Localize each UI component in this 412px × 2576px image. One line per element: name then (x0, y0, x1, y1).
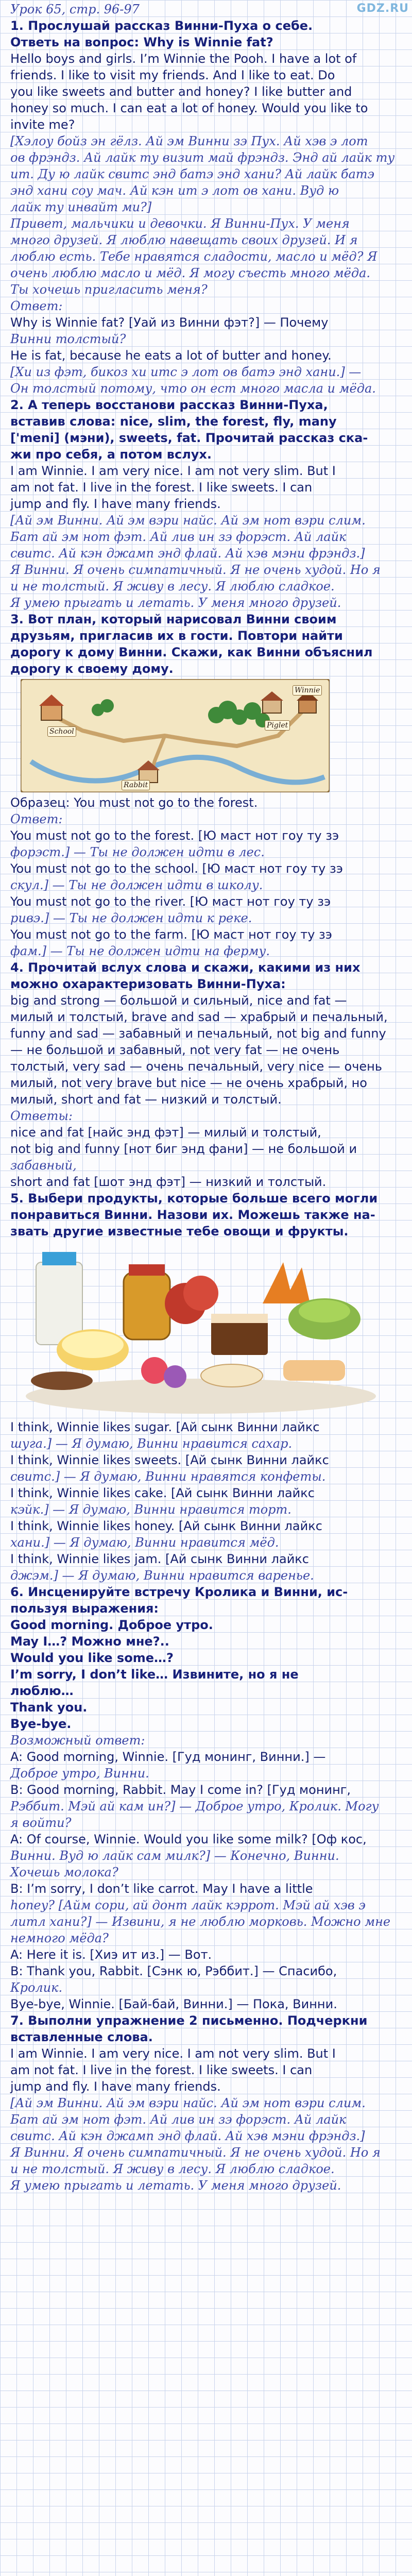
text-line: люблю есть. Тебе нравятся сладости, масло и мёд? Я (10, 249, 377, 264)
text-line: funny and sad — забавный и печальный, not big and funny (10, 1026, 386, 1041)
task-heading-line: звать другие известные тебе овощи и фрукты. (10, 1224, 349, 1239)
text-line: A: Here it is. [Хиэ ит из.] — Вот. (10, 1947, 212, 1962)
text-line: свитс.] — Я думаю, Винни нравятся конфеты. (10, 1469, 326, 1484)
text-line: Винни толстый? (10, 332, 126, 346)
text-line: big and strong — большой и сильный, nice and fat — (10, 993, 347, 1008)
text-line: Кролик. (10, 1980, 63, 1995)
task-heading-line: вставленные слова. (10, 2030, 153, 2044)
text-line: [Ай эм Винни. Ай эм вэри найс. Ай эм нот вэри слим. (10, 513, 366, 528)
task-heading-line: 3. Вот план, который нарисовал Винни своим (10, 612, 337, 626)
text-line: хани.] — Я думаю, Винни нравится мёд. (10, 1535, 279, 1550)
text-line: Bye-bye, Winnie. [Бай-бай, Винни.] — Пока, Винни. (10, 1997, 337, 2011)
task-heading-line: люблю… (10, 1684, 74, 1698)
task-heading-line: можно охарактеризовать Винни-Пуха: (10, 977, 286, 991)
text-line: милый, short and fat — низкий и толстый. (10, 1092, 282, 1107)
text-line: Hello boys and girls. I’m Winnie the Pooh. I have a lot of (10, 52, 357, 66)
text-line: забавный, (10, 1158, 77, 1173)
task-heading-line: 6. Инсценируйте встречу Кролика и Винни, ис- (10, 1585, 348, 1599)
text-line: Рэббит. Мэй ай кам ин?] — Доброе утро, Кролик. Могу (10, 1799, 379, 1814)
text-line: not big and funny [нот биг энд фани] — не большой и (10, 1142, 357, 1156)
text-line: толстый, very sad — очень печальный, very nice — очень (10, 1059, 383, 1074)
text-line: I am Winnie. I am very nice. I am not very slim. But I (10, 2046, 336, 2061)
text-line: Я Винни. Я очень симпатичный. Я не очень худой. Но я (10, 2145, 381, 2160)
text-line: литл хани?] — Извини, я не люблю морковь. Можно мне (10, 1914, 391, 1929)
task-heading-line: пользуя выражения: (10, 1601, 159, 1616)
map-label-piglet: Piglet (265, 720, 290, 731)
task-heading-line: жи про себя, а потом вслух. (10, 447, 212, 462)
text-line: A: Of course, Winnie. Would you like some milk? [Оф кос, (10, 1832, 367, 1846)
text-line: Why is Winnie fat? [Уай из Винни фэт?] — Почему (10, 315, 329, 330)
text-line: я войти? (10, 1816, 72, 1830)
task-heading-line: дорогу к дому Винни. Скажи, как Винни объяснил (10, 645, 373, 659)
text-line: He is fat, because he eats a lot of butter and honey. (10, 348, 332, 363)
text-line: немного мёда? (10, 1931, 109, 1945)
text-line: шуга.] — Я думаю, Винни нравится сахар. (10, 1436, 293, 1451)
text-line: Я Винни. Я очень симпатичный. Я не очень худой. Но я (10, 563, 381, 577)
text-line: B: Good morning, Rabbit. May I come in? [Гуд монинг, (10, 1783, 351, 1797)
text-line: Ты хочешь пригласить меня? (10, 282, 208, 297)
text-line: jump and fly. I have many friends. (10, 2079, 221, 2094)
text-line: [Хи из фэт, бикоз хи итс э лот ов батэ энд хани.] — (10, 365, 362, 379)
text-line: B: I’m sorry, I don’t like carrot. May I have a little (10, 1882, 313, 1896)
text-line: джэм.] — Я думаю, Винни нравится варенье. (10, 1568, 314, 1583)
text-line: You must not go to the school. [Ю маст нот гоу ту зэ (10, 861, 343, 876)
text-line: и не толстый. Я живу в лесу. Я люблю сладкое. (10, 579, 335, 594)
task-heading-line: 4. Прочитай вслух слова и скажи, какими из них (10, 960, 360, 975)
text-line: Он толстый потому, что он ест много масла и мёда. (10, 381, 376, 396)
task-heading-line: I’m sorry, I don’t like… Извините, но я не (10, 1667, 299, 1682)
text-line: You must not go to the farm. [Ю маст нот гоу ту зэ (10, 927, 332, 942)
task-heading-line: вставив слова: nice, slim, the forest, fly, many (10, 414, 337, 429)
text-line: Ответ: (10, 299, 63, 313)
task-heading-line: 5. Выбери продукты, которые больше всего могли (10, 1191, 378, 1206)
task-heading-line: 2. А теперь восстанови рассказ Винни-Пуха, (10, 398, 328, 412)
text-line: Бат ай эм нот фэт. Ай лив ин зэ форэст. Ай лайк (10, 2112, 347, 2127)
text-line: фам.] — Ты не должен идти на ферму. (10, 944, 270, 958)
text-line: милый, not very brave but nice — не очень храбрый, но (10, 1076, 367, 1090)
task-heading-line: понравиться Винни. Назови их. Можешь также на- (10, 1208, 375, 1222)
text-line: you like sweets and butter and honey? I like butter and (10, 84, 352, 99)
text-line: свитс. Ай кэн джамп энд флай. Ай хэв мэни фрэндз.] (10, 2129, 365, 2143)
task-heading-line: 1. Прослушай рассказ Винни-Пуха о себе. (10, 19, 313, 33)
text-line: nice and fat [найс энд фэт] — милый и толстый, (10, 1125, 321, 1140)
task-heading-line: Thank you. (10, 1700, 88, 1715)
text-line: форэст.] — Ты не должен идти в лес. (10, 845, 265, 859)
text-line: Ответ: (10, 812, 63, 826)
text-line: I think, Winnie likes jam. [Ай сынк Винни лайкс (10, 1552, 309, 1566)
text-line: Урок 65, стр. 96-97 (10, 2, 140, 16)
notebook-sheet (10, 1, 402, 2194)
text-line: лайк ту инвайт ми?] (10, 200, 152, 214)
text-line: свитс. Ай кэн джамп энд флай. Ай хэв мэни фрэндз.] (10, 546, 365, 561)
text-line: Бат ай эм нот фэт. Ай лив ин зэ форэст. Ай лайк (10, 530, 347, 544)
text-line: am not fat. I live in the forest. I like sweets. I can (10, 480, 313, 495)
text-line: [Ай эм Винни. Ай эм вэри найс. Ай эм нот вэри слим. (10, 2096, 366, 2110)
task-heading-line: Ответь на вопрос: Why is Winnie fat? (10, 35, 273, 49)
food-illustration (15, 1242, 386, 1417)
text-line: кэйк.] — Я думаю, Винни нравится торт. (10, 1502, 291, 1517)
text-line: I think, Winnie likes honey. [Ай сынк Винни лайкс (10, 1519, 322, 1533)
text-line: friends. I like to visit my friends. And I like to eat. Do (10, 68, 335, 82)
text-line: Ответы: (10, 1109, 73, 1123)
text-line: Привет, мальчики и девочки. Я Винни-Пух. У меня (10, 216, 350, 231)
watermark-logo: GDZ.RU (356, 2, 409, 15)
food-drawing (15, 1242, 386, 1417)
task-heading-line: дорогу к своему дому. (10, 662, 174, 676)
text-line: очень люблю масло и мёд. Я могу съесть много мёда. (10, 266, 371, 280)
task-heading-line: 7. Выполни упражнение 2 письменно. Подчеркни (10, 2013, 368, 2028)
text-line: honey? [Айм сори, ай донт лайк кэррот. Мэй ай хэв э (10, 1898, 366, 1912)
task-heading-line: Would you like some…? (10, 1651, 174, 1665)
text-line: Образец: You must not go to the forest. (10, 795, 258, 810)
text-line: ов фрэндз. Ай лайк ту визит май фрэндз. Энд ай лайк ту (10, 150, 395, 165)
map-label-rabbit: Rabbit (122, 780, 150, 790)
text-line: и не толстый. Я живу в лесу. Я люблю сладкое. (10, 2162, 335, 2176)
text-line: Я умею прыгать и летать. У меня много друзей. (10, 596, 341, 610)
text-line: A: Good morning, Winnie. [Гуд монинг, Винни.] — (10, 1750, 326, 1764)
task-heading-line: May I…? Можно мне?.. (10, 1634, 169, 1649)
text-line: Хочешь молока? (10, 1865, 118, 1879)
text-line: скул.] — Ты не должен идти в школу. (10, 878, 263, 892)
task-heading-line: друзьям, пригласив их в гости. Повтори найти (10, 629, 343, 643)
task-heading-line: Good morning. Доброе утро. (10, 1618, 213, 1632)
text-line: am not fat. I live in the forest. I like sweets. I can (10, 2063, 313, 2077)
text-line: — не большой и забавный, not very fat — не очень (10, 1043, 340, 1057)
map-label-school: School (47, 726, 76, 737)
text-line: энд хани соу мач. Ай кэн ит э лот ов хани. Вуд ю (10, 183, 339, 198)
text-line: Я умею прыгать и летать. У меня много друзей. (10, 2178, 341, 2193)
text-line: Доброе утро, Винни. (10, 1766, 149, 1781)
text-line: short and fat [шот энд фэт] — низкий и толстый. (10, 1175, 327, 1189)
text-line: милый и толстый, brave and sad — храбрый и печальный, (10, 1010, 388, 1024)
text-line: Винни. Вуд ю лайк сам милк?] — Конечно, Винни. (10, 1849, 339, 1863)
text-line: ривэ.] — Ты не должен идти к реке. (10, 911, 252, 925)
text-line: I think, Winnie likes sugar. [Ай сынк Винни лайкс (10, 1420, 320, 1434)
task-heading-line: ['meni] (мэни), sweets, fat. Прочитай рассказ ска- (10, 431, 368, 445)
text-line: ит. Ду ю лайк свитс энд батэ энд хани? Ай лайк батэ (10, 167, 374, 181)
task-heading-line: Bye-bye. (10, 1717, 72, 1731)
text-line: I think, Winnie likes sweets. [Ай сынк Винни лайкс (10, 1453, 329, 1467)
map-illustration (21, 679, 330, 792)
text-line: honey so much. I can eat a lot of honey. Would you like to (10, 101, 368, 115)
text-line: jump and fly. I have many friends. (10, 497, 221, 511)
text-line: много друзей. Я люблю навещать своих друзей. И я (10, 233, 358, 247)
text-line: You must not go to the forest. [Ю маст нот гоу ту зэ (10, 828, 339, 843)
text-line: I am Winnie. I am very nice. I am not very slim. But I (10, 464, 336, 478)
text-line: Возможный ответ: (10, 1733, 145, 1748)
text-line: invite me? (10, 117, 75, 132)
text-line: You must not go to the river. [Ю маст нот гоу ту зэ (10, 894, 331, 909)
map-label-winnie: Winnie (293, 685, 322, 696)
text-line: [Хэлоу бойз эн гёлз. Ай эм Винни зэ Пух. Ай хэв э лот (10, 134, 368, 148)
text-line: B: Thank you, Rabbit. [Сэнк ю, Рэббит.] — Спасибо, (10, 1964, 337, 1978)
text-line: I think, Winnie likes cake. [Ай сынк Винни лайкс (10, 1486, 315, 1500)
